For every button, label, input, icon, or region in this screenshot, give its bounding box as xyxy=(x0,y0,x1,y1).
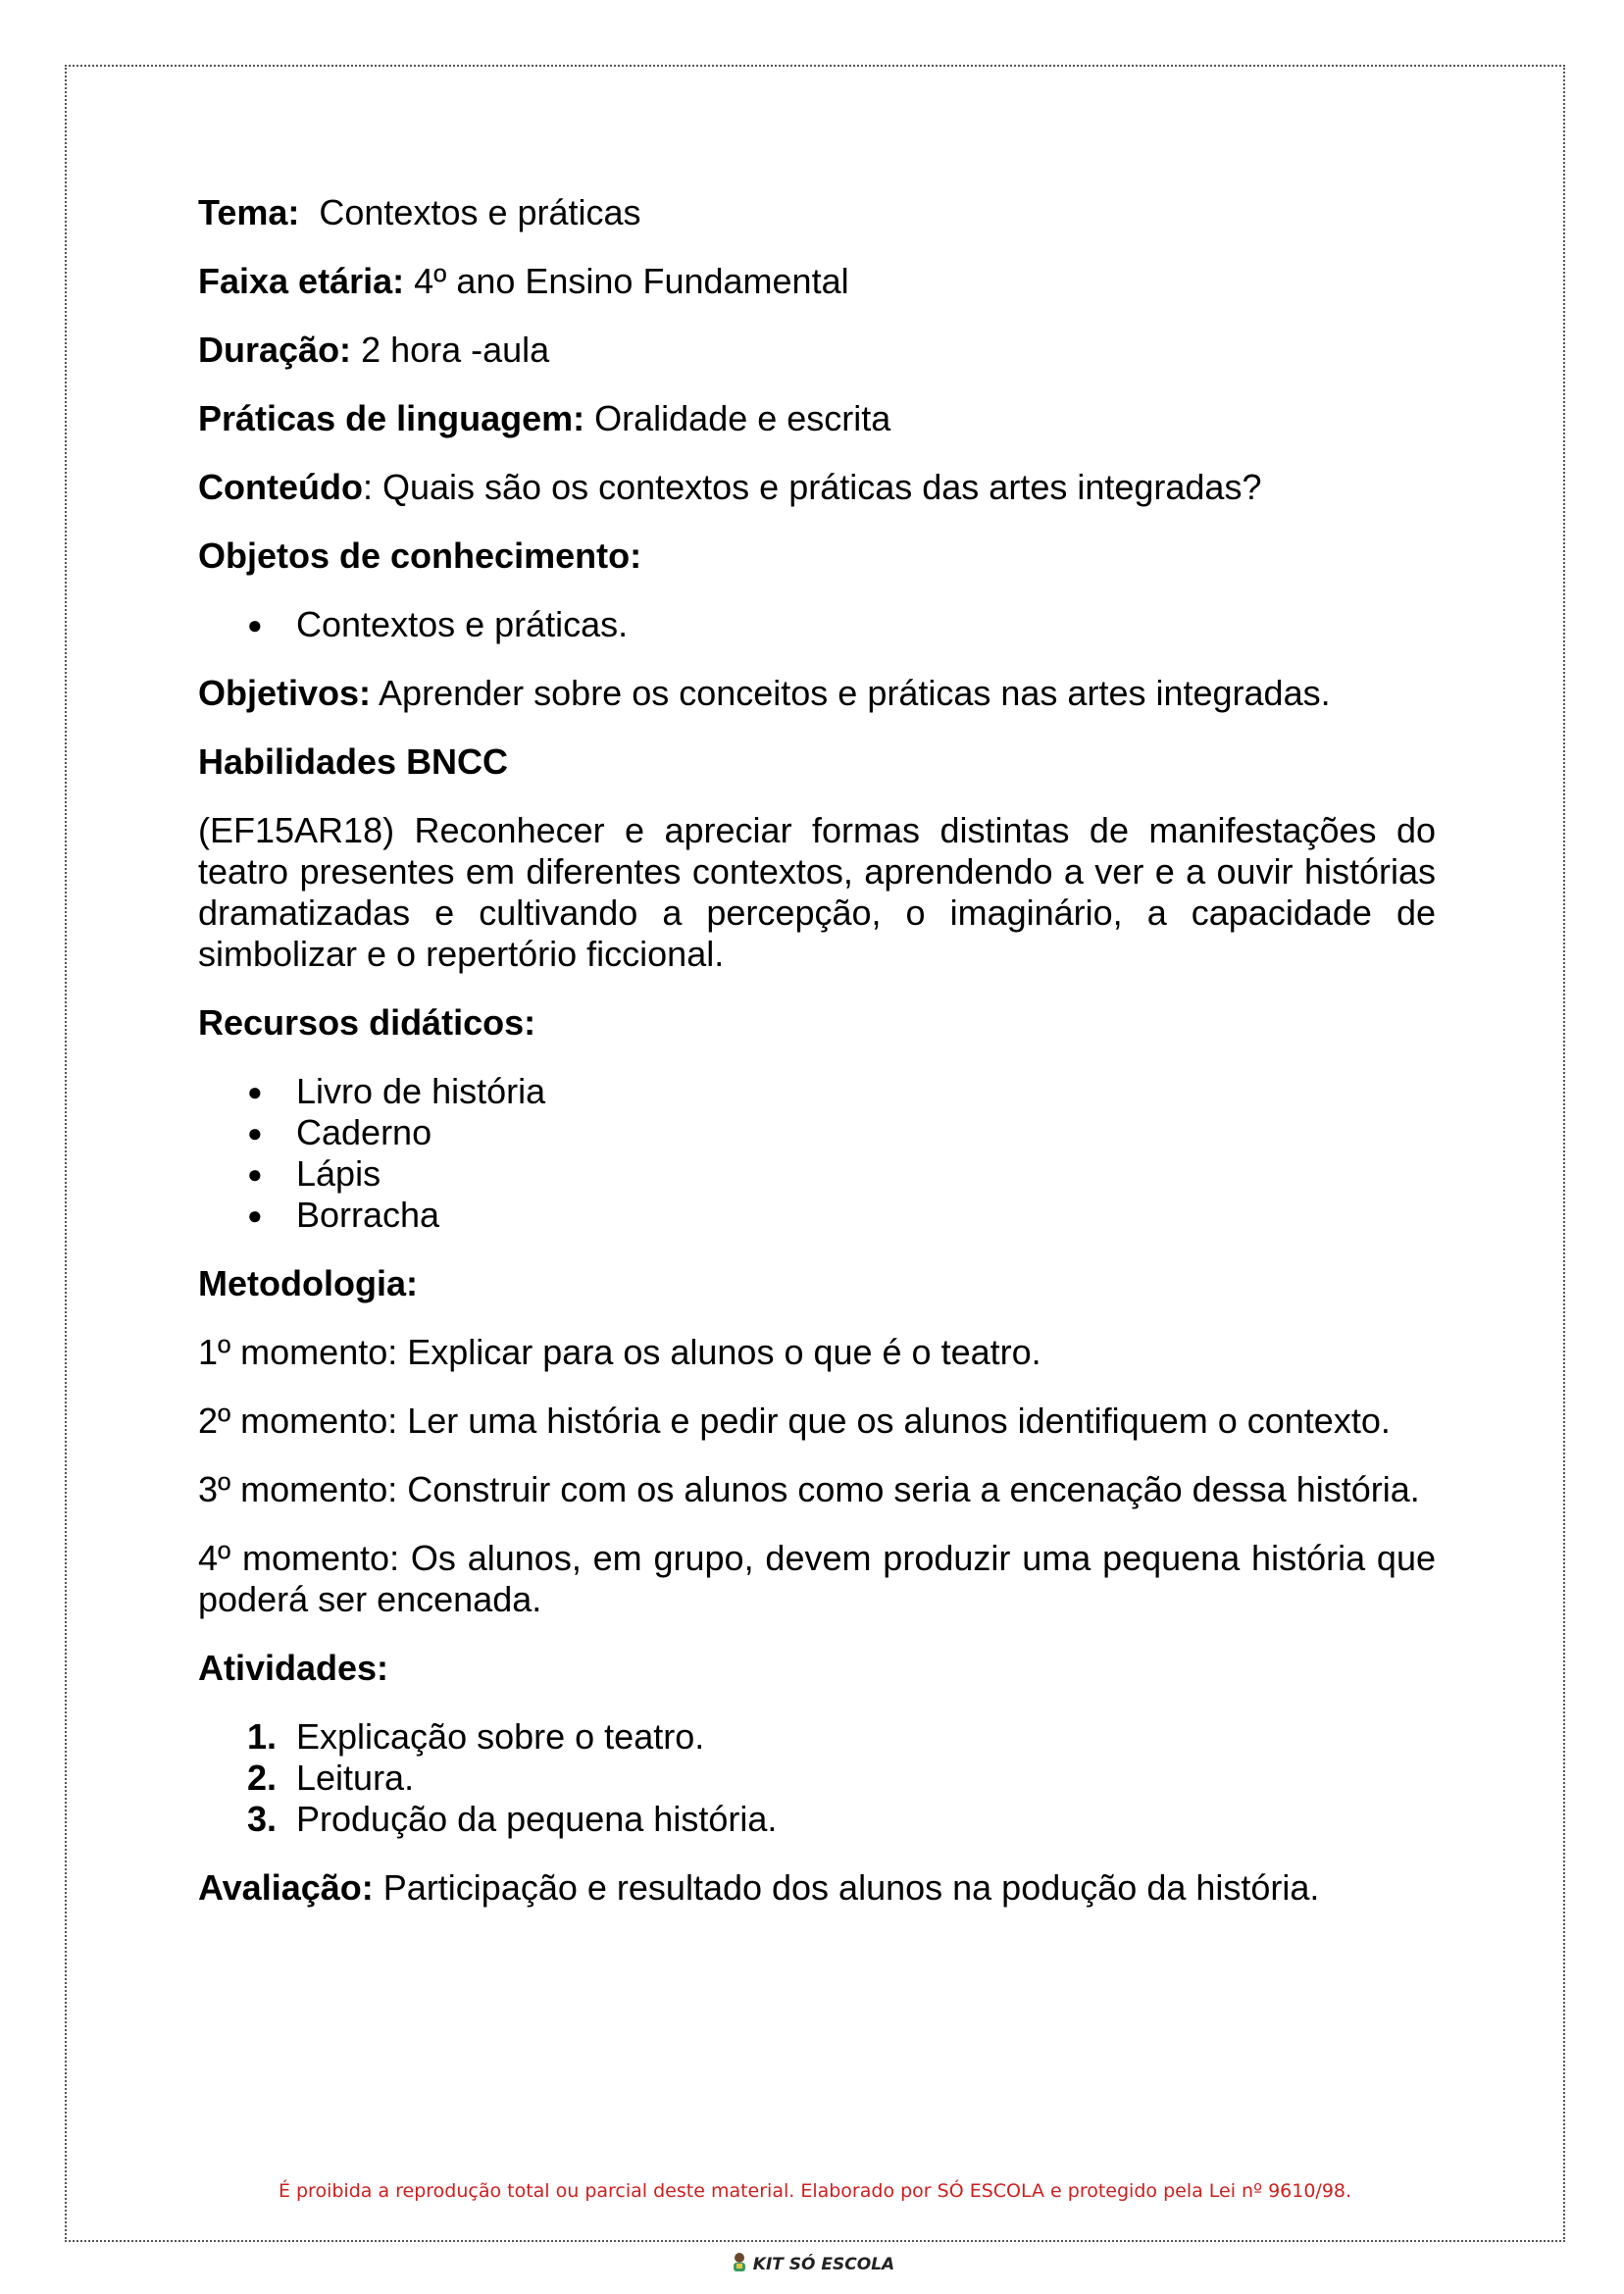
objetivos-label: Objetivos: xyxy=(198,673,372,713)
metodologia-step: 4º momento: Os alunos, em grupo, devem produzir uma pequena história que poderá ser encenada. xyxy=(198,1538,1436,1619)
recursos-label: Recursos didáticos: xyxy=(198,1002,536,1043)
metodologia-step: 3º momento: Construir com os alunos como seria a encenação dessa história. xyxy=(198,1469,1420,1509)
objetos-item: ● Contextos e práticas. xyxy=(198,604,1436,645)
atividades-text: Produção da pequena história. xyxy=(296,1799,778,1839)
praticas-value: Oralidade e escrita xyxy=(594,398,891,438)
tema-label: Tema: xyxy=(198,192,300,232)
habilidades-label: Habilidades BNCC xyxy=(198,741,509,782)
school-kid-icon xyxy=(730,2252,749,2273)
praticas-line xyxy=(198,398,1436,439)
faixa-line xyxy=(198,261,1436,302)
habilidades-heading xyxy=(198,741,1436,783)
avaliacao-line xyxy=(198,1867,1436,1909)
recursos-item: ● Caderno xyxy=(198,1112,1436,1153)
atividades-text: Explicação sobre o teatro. xyxy=(296,1716,705,1757)
conteudo-value: : Quais são os contextos e práticas das artes integradas? xyxy=(362,467,1262,507)
objetivos-line xyxy=(198,673,1436,714)
metodologia-label: Metodologia: xyxy=(198,1263,418,1303)
copyright-notice: É proibida a reprodução total ou parcial deste material. Elaborado por SÓ ESCOLA e protegido pela Lei nº 9610/98. xyxy=(278,2180,1352,2202)
recursos-list xyxy=(198,1071,1436,1236)
objetos-list xyxy=(198,604,1436,645)
tema-value: Contextos e práticas xyxy=(319,192,641,232)
recursos-heading xyxy=(198,1002,1436,1044)
lesson-plan xyxy=(198,192,1436,1936)
atividades-number: 3. xyxy=(247,1799,278,1839)
duracao-value: 2 hora -aula xyxy=(361,330,550,370)
habilidades-text: (EF15AR18) Reconhecer e apreciar formas distintas de manifestações do teatro presentes em diferentes contextos, aprendendo a ver e a ouvir histórias dramatizadas e cultivando a percepção, o imaginário, a capacidade de simbolizar e o repertório ficcional. xyxy=(198,810,1436,974)
atividades-number: 1. xyxy=(247,1716,278,1757)
atividades-list xyxy=(198,1716,1436,1840)
tema-line xyxy=(198,192,1436,233)
atividades-item xyxy=(198,1799,1436,1840)
atividades-heading xyxy=(198,1648,1436,1689)
avaliacao-label: Avaliação: xyxy=(198,1867,374,1908)
conteudo-line xyxy=(198,467,1436,508)
metodologia-step: 2º momento: Ler uma história e pedir que os alunos identifiquem o contexto. xyxy=(198,1401,1391,1441)
objetivos-value: Aprender sobre os conceitos e práticas nas artes integradas. xyxy=(379,673,1331,713)
objetos-label: Objetos de conhecimento: xyxy=(198,535,642,576)
brand-text: KIT SÓ ESCOLA xyxy=(752,2255,895,2274)
atividades-item xyxy=(198,1758,1436,1799)
conteudo-label: Conteúdo xyxy=(198,467,363,507)
atividades-label: Atividades: xyxy=(198,1648,389,1688)
objetos-heading xyxy=(198,535,1436,577)
metodologia-heading xyxy=(198,1263,1436,1304)
praticas-label: Práticas de linguagem: xyxy=(198,398,585,438)
atividades-item xyxy=(198,1716,1436,1758)
avaliacao-value: Participação e resultado dos alunos na podução da história. xyxy=(382,1867,1320,1908)
duracao-label: Duração: xyxy=(198,330,352,370)
recursos-item: ● Borracha xyxy=(198,1195,1436,1236)
recursos-item: ● Livro de história xyxy=(198,1071,1436,1112)
duracao-line xyxy=(198,330,1436,371)
brand-logo xyxy=(0,2252,1624,2274)
metodologia-step: 1º momento: Explicar para os alunos o que é o teatro. xyxy=(198,1332,1041,1372)
recursos-item: ● Lápis xyxy=(198,1153,1436,1195)
faixa-value: 4º ano Ensino Fundamental xyxy=(414,261,849,301)
faixa-label: Faixa etária: xyxy=(198,261,405,301)
atividades-text: Leitura. xyxy=(296,1758,415,1798)
atividades-number: 2. xyxy=(247,1758,278,1798)
